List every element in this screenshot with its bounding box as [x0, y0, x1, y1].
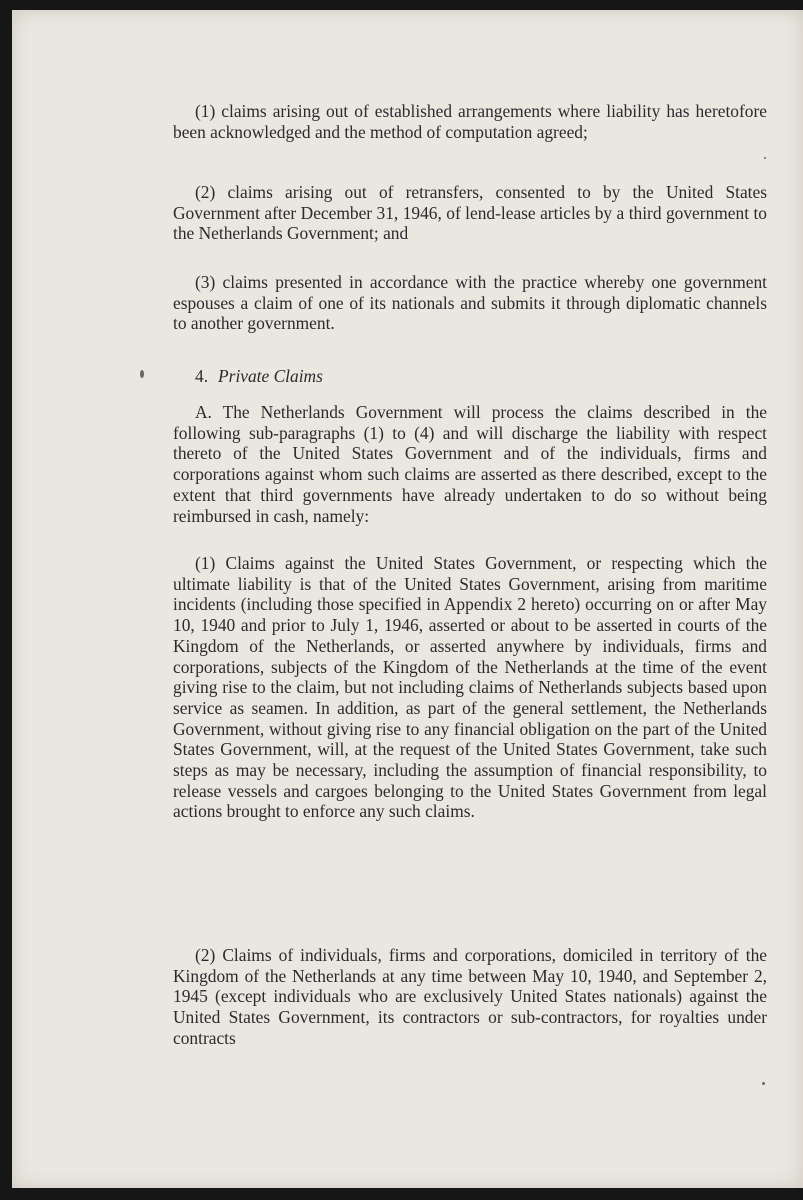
paragraph-claims-retransfers: (2) claims arising out of retransfers, consented to by the United States Government after December 31, 1946, of lend-lease articles by a third government to the Netherlands Government; and — [173, 182, 767, 244]
paragraph-maritime-claims: (1) Claims against the United States Government, or respecting which the ultimate liability is that of the United States Government, arising from maritime incidents (including those specified in Appendix 2 hereto) occurring on or after May 10, 1940 and prior to July 1, 1946, asserted or about to be asserted in courts of the Kingdom of the Netherlands, or asserted anywhere by individuals, firms and corporations, subjects of the Kingdom of the Netherlands at the time of the event giving rise to the claim, but not including claims of Netherlands subjects based upon service as seamen. In addition, as part of the general settlement, the Netherlands Government, without giving rise to any financial obligation on the part of the United States Government, will, at the request of the United States Government, take such steps as may be necessary, including the assumption of financial responsibility, to release vessels and cargoes belonging to the United States Government from legal actions brought to enforce any such claims. — [173, 553, 767, 822]
section-title: Private Claims — [218, 366, 323, 386]
section-heading — [195, 366, 323, 387]
paragraph-section-a: A. The Netherlands Government will process the claims described in the following sub-paragraphs (1) to (4) and will discharge the liability with respect thereto of the United States Government and of the individuals, firms and corporations against whom such claims are asserted as there described, except to the extent that third governments have already undertaken to do so without being reimbursed in cash, namely: — [173, 402, 767, 526]
paragraph-claims-espoused: (3) claims presented in accordance with the practice whereby one government espouses a claim of one of its nationals and submits it through diplomatic channels to another government. — [173, 272, 767, 334]
ink-speck — [762, 1082, 765, 1085]
paragraph-royalty-claims: (2) Claims of individuals, firms and corporations, domiciled in territory of the Kingdom of the Netherlands at any time between May 10, 1940, and September 2, 1945 (except individuals who are exclusively United States nationals) against the United States Government, its contractors or sub-contractors, for royalties under contracts — [173, 945, 767, 1048]
paragraph-claims-established-arrangements: (1) claims arising out of established arrangements where liability has heretofore been acknowledged and the method of computation agreed; — [173, 101, 767, 142]
ink-speck — [140, 370, 144, 378]
section-number: 4. — [195, 366, 209, 386]
ink-speck — [764, 157, 766, 159]
